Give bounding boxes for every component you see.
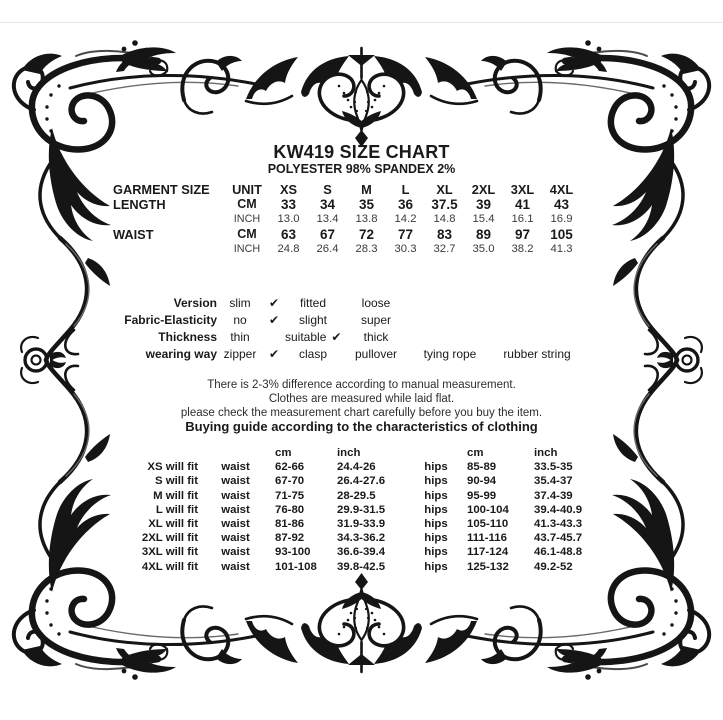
cell: 67	[319, 227, 336, 242]
option	[285, 295, 341, 312]
size-label: XL will fit	[148, 517, 198, 530]
cell: 83	[436, 227, 453, 242]
size-label: 2XL will fit	[141, 532, 198, 545]
hips-label: hips	[424, 461, 448, 474]
cell: 14.2	[394, 213, 417, 225]
cell: 63	[280, 227, 297, 242]
spacer	[110, 446, 198, 460]
check-icon	[263, 329, 285, 346]
waist-inch: 39.8-42.5	[337, 560, 386, 573]
buying-guide-title: Buying guide according to the characteristics of clothing	[185, 419, 538, 434]
hips-label: hips	[424, 546, 448, 559]
row-label: wearing way	[145, 347, 217, 361]
col-header-garment-size: GARMENT SIZE	[113, 182, 210, 197]
row-label	[113, 242, 225, 257]
fit-row-4xl	[110, 560, 612, 574]
cell: 41.3	[550, 243, 573, 255]
characteristics-table	[87, 295, 585, 363]
row-label: Fabric-Elasticity	[124, 313, 217, 327]
page-title: KW419 SIZE CHART	[273, 142, 450, 162]
cell: 33	[280, 197, 297, 212]
option: thick	[363, 330, 389, 344]
cell: 28.3	[355, 243, 378, 255]
fabric-elasticity-row	[87, 312, 585, 329]
option	[411, 329, 489, 346]
waist-label: waist	[221, 546, 250, 559]
cell: 41	[514, 197, 531, 212]
cell: 72	[358, 227, 375, 242]
row-label	[113, 212, 225, 227]
cell: 30.3	[394, 243, 417, 255]
check-icon: ✔	[268, 313, 280, 327]
cell: 43	[553, 197, 570, 212]
option: tying rope	[423, 347, 477, 361]
fit-row-2xl	[110, 531, 612, 545]
hips-cm: 117-124	[467, 546, 509, 559]
hips-inch: 46.1-48.8	[534, 546, 583, 559]
option	[489, 295, 585, 312]
size-table-header-row	[113, 182, 581, 197]
hips-inch: 33.5-35	[534, 461, 573, 474]
fit-row-xs	[110, 460, 612, 474]
size-label: L will fit	[155, 503, 198, 516]
cell: 13.4	[316, 213, 339, 225]
col-header-m: M	[361, 182, 372, 197]
cell: 35	[358, 197, 375, 212]
unit-label: INCH	[233, 243, 261, 255]
unit-label: CM	[237, 227, 257, 241]
hips-inch: 41.3-43.3	[534, 517, 583, 530]
check-icon: ✔	[268, 296, 280, 310]
col-header-s: S	[323, 182, 332, 197]
row-label: LENGTH	[113, 197, 166, 212]
fit-row-xl	[110, 517, 612, 531]
size-label: 4XL will fit	[141, 560, 198, 573]
length-inch-row	[113, 212, 581, 227]
fit-table-header-row	[110, 446, 612, 460]
option-label: suitable	[285, 330, 327, 344]
hips-label: hips	[424, 517, 448, 530]
waist-inch: 34.3-36.2	[337, 532, 386, 545]
option	[489, 312, 585, 329]
cell: 39	[475, 197, 492, 212]
col-header-hips-inch: inch	[534, 447, 558, 459]
col-header-4xl: 4XL	[549, 182, 574, 197]
waist-cm-row	[113, 227, 581, 242]
hips-label: hips	[424, 532, 448, 545]
option: thin	[230, 330, 250, 344]
hips-cm: 95-99	[467, 489, 497, 502]
note-line: There is 2-3% difference according to manual measurement.	[207, 379, 516, 391]
waist-inch: 28-29.5	[337, 489, 376, 502]
spacer	[407, 446, 465, 460]
unit-label: INCH	[233, 213, 261, 225]
option	[285, 346, 341, 363]
cell: 15.4	[472, 213, 495, 225]
note-line: Clothes are measured while laid flat.	[268, 393, 455, 405]
hips-inch: 43.7-45.7	[534, 532, 583, 545]
cell: 35.0	[472, 243, 495, 255]
hips-cm: 125-132	[467, 560, 509, 573]
waist-label: waist	[221, 560, 250, 573]
hips-cm: 105-110	[467, 517, 509, 530]
col-header-l: L	[401, 182, 410, 197]
option-label: clasp	[298, 347, 327, 361]
thickness-row	[87, 329, 585, 346]
hips-label: hips	[424, 503, 448, 516]
length-cm-row	[113, 197, 581, 212]
hips-cm: 100-104	[467, 503, 509, 516]
fit-guide-table	[110, 446, 612, 574]
col-header-unit: UNIT	[232, 182, 262, 197]
unit-label: CM	[237, 197, 257, 211]
cell: 97	[514, 227, 531, 242]
waist-cm: 87-92	[275, 532, 305, 545]
option: slim	[229, 296, 251, 310]
row-label: Thickness	[158, 330, 217, 344]
cell: 13.8	[355, 213, 378, 225]
option: super	[360, 313, 392, 327]
waist-inch: 24.4-26	[337, 461, 376, 474]
waist-cm: 67-70	[275, 475, 305, 488]
waist-cm: 81-86	[275, 517, 305, 530]
garment-size-table	[113, 182, 581, 257]
option	[285, 329, 341, 346]
waist-cm: 101-108	[275, 560, 317, 573]
cell: 13.0	[277, 213, 300, 225]
hips-cm: 111-116	[467, 532, 507, 545]
size-label: 3XL will fit	[141, 546, 198, 559]
option: pullover	[354, 347, 398, 361]
option: rubber string	[503, 347, 571, 361]
cell: 24.8	[277, 243, 300, 255]
waist-cm: 71-75	[275, 489, 305, 502]
cell: 16.1	[511, 213, 534, 225]
waist-cm: 93-100	[275, 546, 311, 559]
note-line: please check the measurement chart carefully before you buy the item.	[180, 407, 543, 419]
col-header-2xl: 2XL	[471, 182, 496, 197]
option: no	[233, 313, 247, 327]
cell: 26.4	[316, 243, 339, 255]
row-label: Version	[173, 296, 217, 310]
cell: 32.7	[433, 243, 456, 255]
hips-inch: 49.2-52	[534, 560, 573, 573]
fit-row-s	[110, 474, 612, 488]
hips-cm: 85-89	[467, 461, 497, 474]
col-header-waist-inch: inch	[337, 447, 361, 459]
waist-inch: 31.9-33.9	[337, 517, 386, 530]
waist-label: waist	[221, 532, 250, 545]
row-label: WAIST	[113, 227, 154, 242]
waist-label: waist	[221, 461, 250, 474]
option	[489, 329, 585, 346]
cell: 34	[319, 197, 336, 212]
option-label: slight	[298, 313, 327, 327]
version-row	[87, 295, 585, 312]
waist-cm: 76-80	[275, 503, 305, 516]
hips-inch: 39.4-40.9	[534, 503, 583, 516]
waist-inch: 26.4-27.6	[337, 475, 386, 488]
waist-inch: 36.6-39.4	[337, 546, 386, 559]
cell: 14.8	[433, 213, 456, 225]
hips-label: hips	[424, 560, 448, 573]
check-icon: ✔	[268, 347, 280, 361]
hips-label: hips	[424, 475, 448, 488]
check-icon: ✔	[331, 330, 342, 344]
waist-label: waist	[221, 489, 250, 502]
hips-inch: 37.4-39	[534, 489, 573, 502]
measurement-notes	[0, 378, 723, 420]
option: loose	[361, 296, 391, 310]
option	[285, 312, 341, 329]
col-header-hips-cm: cm	[467, 447, 484, 459]
fit-row-m	[110, 489, 612, 503]
cell: 36	[397, 197, 414, 212]
hips-label: hips	[424, 489, 448, 502]
fabric-composition: POLYESTER 98% SPANDEX 2%	[267, 162, 456, 176]
cell: 105	[550, 227, 573, 242]
col-header-xl: XL	[436, 182, 453, 197]
hips-cm: 90-94	[467, 475, 497, 488]
col-header-xs: XS	[279, 182, 298, 197]
col-header-3xl: 3XL	[510, 182, 535, 197]
col-header-waist-cm: cm	[275, 447, 292, 459]
cell: 37.5	[431, 197, 458, 212]
cell: 89	[475, 227, 492, 242]
cell: 77	[397, 227, 414, 242]
option-label: fitted	[299, 296, 326, 310]
cell: 38.2	[511, 243, 534, 255]
spacer	[198, 446, 273, 460]
option	[411, 295, 489, 312]
waist-label: waist	[221, 503, 250, 516]
hips-inch: 35.4-37	[534, 475, 573, 488]
fit-row-l	[110, 503, 612, 517]
waist-inch: 29.9-31.5	[337, 503, 386, 516]
waist-label: waist	[221, 517, 250, 530]
option	[411, 312, 489, 329]
size-label: S will fit	[154, 475, 198, 488]
option: zipper	[223, 347, 257, 361]
waist-inch-row	[113, 242, 581, 257]
wearing-way-row	[87, 346, 585, 363]
size-label: M will fit	[153, 489, 198, 502]
cell: 16.9	[550, 213, 573, 225]
waist-label: waist	[221, 475, 250, 488]
waist-cm: 62-66	[275, 461, 305, 474]
size-label: XS will fit	[147, 461, 198, 474]
fit-row-3xl	[110, 545, 612, 559]
